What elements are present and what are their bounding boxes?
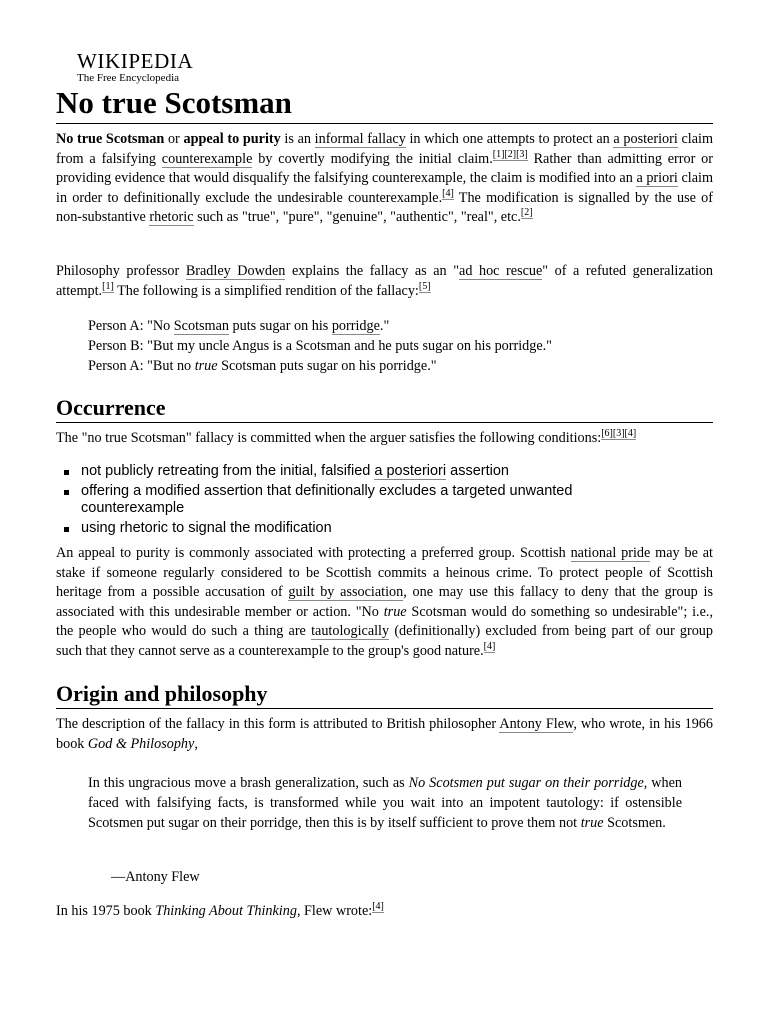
citation-ref[interactable]: [1][2][3] xyxy=(492,148,528,160)
blockquote: In this ungracious move a brash generalization, such as No Scotsmen put sugar on their porridge, when faced with falsifying facts, is transformed while you wait into an impotent tautology: if ostensible Scotsmen put sugar on their porridge, then this is by itself sufficient to prove them not true Scotsmen. xyxy=(88,775,683,831)
link-counterexample[interactable]: counterexample xyxy=(161,150,253,167)
dialog-line: Person A: "But no true Scotsman puts sugar on his porridge." xyxy=(88,358,437,374)
link-bradley-dowden[interactable]: Bradley Dowden xyxy=(185,263,286,279)
list-item: not publicly retreating from the initial, falsified a posteriori assertion xyxy=(56,463,676,480)
intro-paragraph-1: No true Scotsman or appeal to purity is an informal fallacy in which one attempts to protect an a posteriori claim from a falsifying counterexample by covertly modifying the initial claim.[1][2][3] Rather than admitting error or providing evidence that would disqualify the falsifying counterexample, the claim is modified into an a priori claim in order to definitionally exclude the undesirable counterexample.[4] The modification is signalled by the use of non-substantive rhetoric such as "true", "pure", "genuine", "authentic", "real", etc.[2] xyxy=(56,131,713,225)
example-dialog xyxy=(88,316,552,376)
link-antony-flew[interactable]: Antony Flew xyxy=(499,716,574,732)
link-guilt-by-association[interactable]: guilt by association xyxy=(288,584,404,600)
citation-ref[interactable]: [4] xyxy=(372,901,384,913)
dialog-line: Person B: "But my uncle Angus is a Scotsman and he puts sugar on his porridge." xyxy=(88,338,552,354)
citation-ref[interactable]: [2] xyxy=(520,207,533,219)
citation-ref[interactable]: [6][3][4] xyxy=(601,428,637,440)
title-rule xyxy=(56,123,713,124)
link-porridge[interactable]: porridge xyxy=(331,318,380,334)
occurrence-paragraph: An appeal to purity is commonly associated with protecting a preferred group. Scottish national pride may be at stake if someone regularly considered to be Scottish commits a heinous crime. To protect people of Scottish heritage from a possible accusation of guilt by association, one may use this fallacy to deny that the group is associated with this undesirable member or action. "No true Scotsman would do something so undesirable"; i.e., the people who would do such a thing are tautologically (definitionally) excluded from being part of our group such that they cannot serve as a counterexample to the group's good nature.[4] xyxy=(56,545,713,659)
section-rule xyxy=(56,708,713,709)
wikipedia-logo[interactable] xyxy=(77,50,193,85)
quote-attribution: —Antony Flew xyxy=(111,869,200,885)
page-title: No true Scotsman xyxy=(56,85,292,120)
link-a-priori[interactable]: a priori xyxy=(636,170,678,186)
logo-wordmark: WIKIPEDIA xyxy=(77,49,194,73)
bold-term: No true Scotsman xyxy=(56,131,165,147)
bold-term: appeal to purity xyxy=(183,131,281,147)
origin-paragraph-2: In his 1975 book Thinking About Thinking, Flew wrote:[4] xyxy=(56,901,384,919)
link-ad-hoc-rescue[interactable]: ad hoc rescue xyxy=(459,263,543,279)
section-heading-origin: Origin and philosophy xyxy=(56,681,268,706)
occurrence-intro: The "no true Scotsman" fallacy is committed when the arguer satisfies the following conditions:[6][3][4] xyxy=(56,428,637,446)
link-scotsman[interactable]: Scotsman xyxy=(173,318,229,334)
section-rule xyxy=(56,422,713,423)
citation-ref[interactable]: [5] xyxy=(418,280,431,292)
citation-ref[interactable]: [4] xyxy=(483,640,496,652)
link-national-pride[interactable]: national pride xyxy=(570,545,651,561)
logo-tagline: The Free Encyclopedia xyxy=(77,72,180,84)
list-item: using rhetoric to signal the modification xyxy=(56,520,676,537)
link-rhetoric[interactable]: rhetoric xyxy=(149,209,194,225)
link-tautologically[interactable]: tautologically xyxy=(311,623,390,639)
citation-ref[interactable]: [1] xyxy=(102,280,114,292)
section-heading-occurrence: Occurrence xyxy=(56,395,166,420)
link-a-posteriori[interactable]: a posteriori xyxy=(374,463,447,479)
origin-paragraph-1: The description of the fallacy in this form is attributed to British philosopher Antony Flew, who wrote, in his 1966 book God & Philosophy, xyxy=(56,716,713,752)
dialog-line: Person A: "No Scotsman puts sugar on his porridge." xyxy=(88,318,390,334)
citation-ref[interactable]: [4] xyxy=(442,187,454,199)
list-item: offering a modified assertion that definitionally excludes a targeted unwanted counterexample xyxy=(56,483,676,517)
intro-paragraph-2: Philosophy professor Bradley Dowden explains the fallacy as an "ad hoc rescue" of a refuted generalization attempt.[1] The following is a simplified rendition of the fallacy:[5] xyxy=(56,263,714,299)
link-a-posteriori[interactable]: a posteriori xyxy=(613,131,678,147)
conditions-list xyxy=(56,463,676,540)
link-informal-fallacy[interactable]: informal fallacy xyxy=(314,131,406,147)
